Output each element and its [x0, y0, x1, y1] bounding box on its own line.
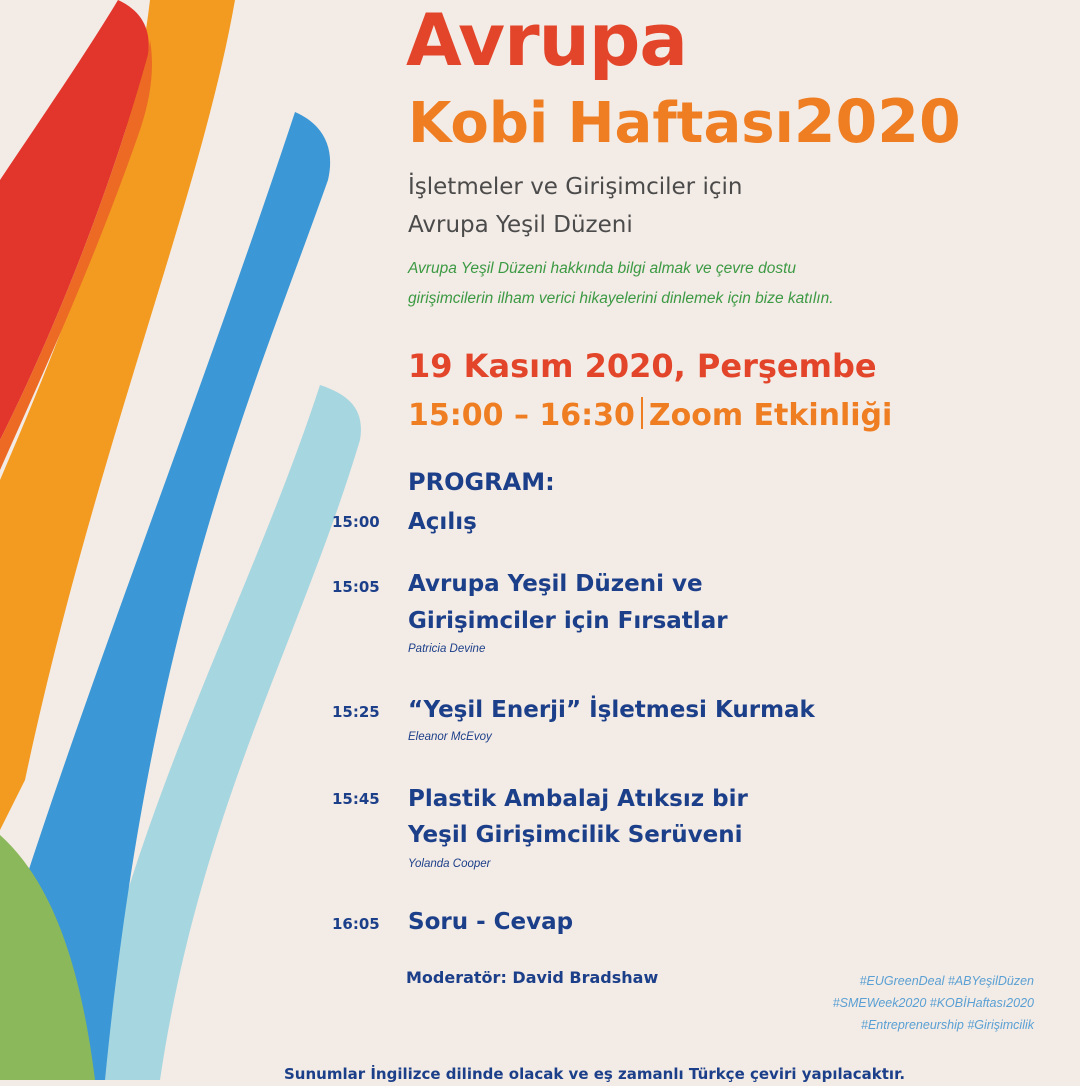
title-kobi-haftasi: [408, 87, 961, 157]
intro-line-2: girişimcilerin ilham verici hikayelerini dinlemek için bize katılın.: [408, 290, 834, 307]
program-time-3: 15:25: [332, 703, 380, 721]
title-avrupa: Avrupa: [406, 0, 687, 82]
program-time-1: 15:00: [332, 513, 380, 531]
footer-note: Sunumlar İngilizce dilinde olacak ve eş zamanlı Türkçe çeviri yapılacaktır.: [284, 1065, 906, 1083]
program-title-2-line-2: Girişimciler için Fırsatlar: [408, 608, 728, 634]
time-venue-divider: [641, 397, 643, 429]
event-date: 19 Kasım 2020, Perşembe: [408, 347, 877, 385]
hashtag-line-2: #SMEWeek2020 #KOBİHaftası2020: [832, 996, 1034, 1010]
event-venue: Zoom Etkinliği: [648, 398, 893, 433]
program-speaker-3: Eleanor McEvoy: [408, 731, 492, 743]
title-year: 2020: [793, 87, 961, 157]
program-title-1-line-1: Açılış: [408, 509, 477, 535]
subtitle-line-1: İşletmeler ve Girişimciler için: [408, 174, 743, 200]
subtitle-line-2: Avrupa Yeşil Düzeni: [408, 212, 633, 238]
program-title-5-line-1: Soru - Cevap: [408, 909, 574, 935]
program-time-5: 16:05: [332, 915, 380, 933]
title-kobi-haftasi-text: Kobi Haftası: [408, 91, 794, 156]
intro-line-1: Avrupa Yeşil Düzeni hakkında bilgi almak ve çevre dostu: [408, 260, 797, 277]
program-heading: PROGRAM:: [408, 468, 555, 496]
hashtags: [833, 970, 1034, 1036]
program-speaker-4: Yolanda Cooper: [408, 858, 491, 870]
program-title-2-line-1: Avrupa Yeşil Düzeni ve: [408, 571, 703, 597]
program-title-4-line-1: Plastik Ambalaj Atıksız bir: [408, 786, 748, 812]
program-speaker-2: Patricia Devine: [408, 643, 486, 655]
program-title-4-line-2: Yeşil Girişimcilik Serüveni: [408, 822, 743, 848]
moderator: Moderatör: David Bradshaw: [406, 968, 659, 987]
program-time-2: 15:05: [332, 578, 380, 596]
hashtag-line-3: #Entrepreneurship #Girişimcilik: [861, 1018, 1034, 1032]
event-time-venue: [408, 394, 892, 438]
hashtag-line-1: #EUGreenDeal #ABYeşilDüzen: [859, 974, 1034, 988]
event-time: 15:00 – 16:30: [408, 398, 635, 433]
program-time-4: 15:45: [332, 790, 380, 808]
program-title-3-line-1: “Yeşil Enerji” İşletmesi Kurmak: [408, 697, 815, 723]
